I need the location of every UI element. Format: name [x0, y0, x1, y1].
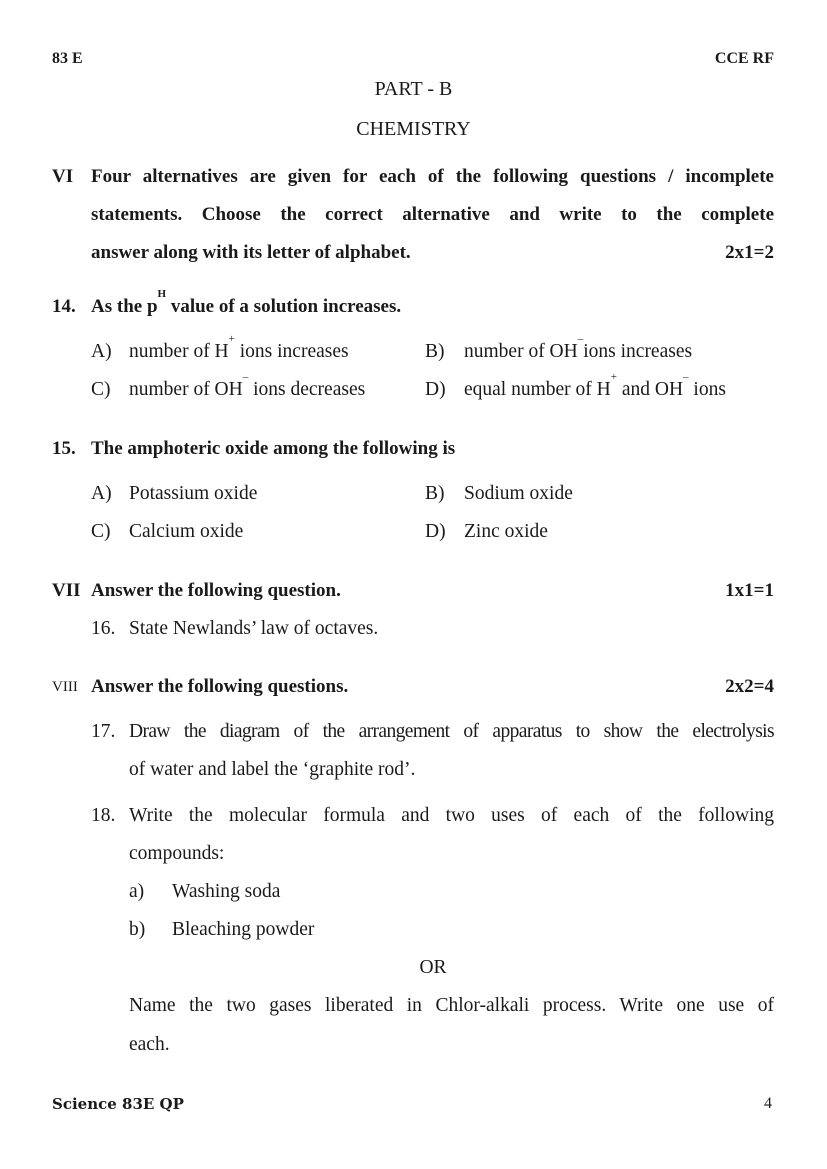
q14-option-d-letter: D) — [425, 379, 446, 400]
section-numeral-viii: VIII — [52, 679, 78, 695]
q15-option-d-letter: D) — [425, 521, 446, 542]
section-vi-marks: 2x1=2 — [725, 242, 774, 263]
q14-option-d-text: equal number of H+ and OH– ions — [464, 371, 726, 400]
q15-option-b-letter: B) — [425, 483, 445, 504]
part-title: PART - B — [374, 78, 453, 100]
subject-title: CHEMISTRY — [356, 118, 471, 140]
section-viii-instruction: Answer the following questions. — [91, 676, 349, 697]
q14-option-c-text: number of OH– ions decreases — [129, 371, 366, 400]
or-separator: OR — [419, 957, 447, 978]
section-numeral-vii: VII — [52, 580, 81, 601]
section-vii-instruction: Answer the following question. — [91, 580, 341, 601]
section-vi-instruction-line-2: statements. Choose the correct alternative and write to the complete — [91, 204, 774, 225]
paper-series: CCE RF — [714, 50, 774, 67]
section-vii-marks: 1x1=1 — [725, 580, 774, 601]
q14-option-c-letter: C) — [91, 379, 111, 400]
q18-subitem-b-text: Bleaching powder — [172, 919, 315, 940]
q14-option-b-letter: B) — [425, 341, 445, 362]
question-18-alt-line-2: each. — [129, 1034, 170, 1055]
q15-option-c-text: Calcium oxide — [129, 521, 244, 542]
q18-subitem-b-letter: b) — [129, 919, 146, 940]
q15-option-a-letter: A) — [91, 483, 112, 504]
question-17-number: 17. — [91, 721, 116, 742]
question-16-text: State Newlands’ law of octaves. — [129, 618, 379, 639]
question-16-number: 16. — [91, 618, 116, 639]
question-15-text: The amphoteric oxide among the following is — [91, 438, 456, 459]
question-18-line-2: compounds: — [129, 843, 225, 864]
footer-paper-label: Science 83E QP — [52, 1095, 184, 1113]
q14-option-a-text: number of H+ ions increases — [129, 333, 349, 362]
q15-option-a-text: Potassium oxide — [129, 483, 258, 504]
section-numeral-vi: VI — [52, 166, 74, 187]
section-vi-instruction-line-1: Four alternatives are given for each of the following questions / incomplete — [91, 166, 774, 187]
section-viii-marks: 2x2=4 — [725, 676, 774, 697]
q18-subitem-a-text: Washing soda — [172, 881, 281, 902]
q18-subitem-a-letter: a) — [129, 881, 145, 902]
q14-option-a-letter: A) — [91, 341, 112, 362]
question-17-line-1: Draw the diagram of the arrangement of apparatus to show the electrolysis — [129, 721, 774, 742]
question-14-text: As the $p^H$ value of a solution increases. — [91, 288, 402, 317]
question-18-alt-line-1: Name the two gases liberated in Chlor-alkali process. Write one use of — [129, 995, 774, 1016]
paper-code: 83 E — [52, 50, 83, 67]
question-14-number: 14. — [52, 296, 76, 317]
q14-option-b-text: number of OH–ions increases — [464, 333, 693, 362]
question-18-line-1: Write the molecular formula and two uses of each of the following — [129, 805, 774, 826]
q15-option-c-letter: C) — [91, 521, 111, 542]
q15-option-d-text: Zinc oxide — [464, 521, 548, 542]
page-number: 4 — [764, 1095, 772, 1112]
question-18-number: 18. — [91, 805, 116, 826]
section-vi-instruction-line-3: answer along with its letter of alphabet. — [91, 242, 411, 263]
question-17-line-2: of water and label the ‘graphite rod’. — [129, 759, 416, 780]
question-15-number: 15. — [52, 438, 76, 459]
q15-option-b-text: Sodium oxide — [464, 483, 573, 504]
